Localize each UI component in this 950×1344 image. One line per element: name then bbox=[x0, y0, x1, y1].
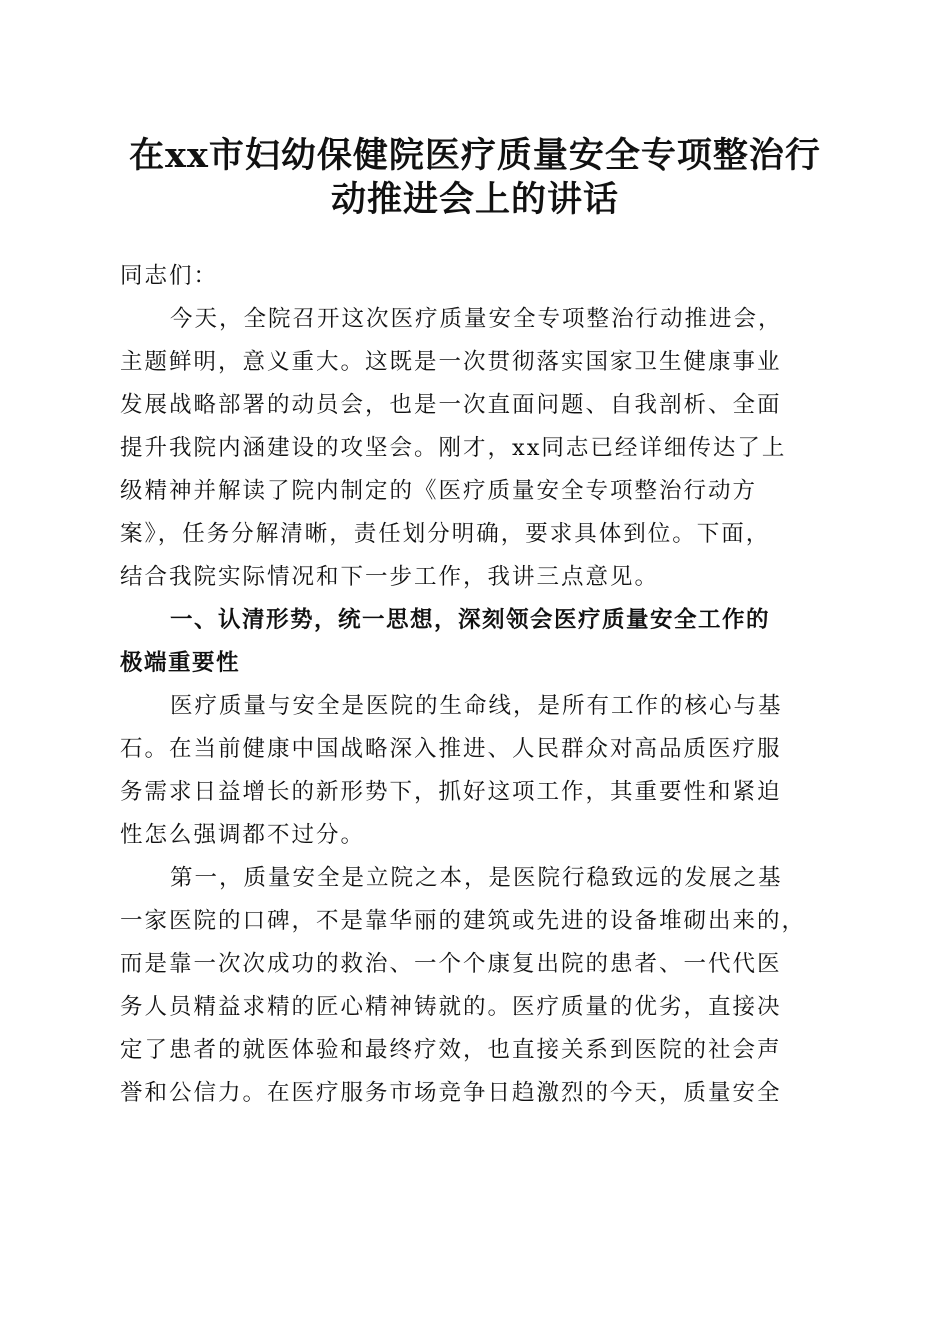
text-line: 定了患者的就医体验和最终疗效，也直接关系到医院的社会声 bbox=[120, 1037, 782, 1063]
document-title bbox=[100, 134, 850, 222]
salutation: 同志们： bbox=[120, 263, 219, 289]
text-line: 结合我院实际情况和下一步工作，我讲三点意见。 bbox=[120, 564, 660, 590]
text-line: 誉和公信力。在医疗服务市场竞争日趋激烈的今天，质量安全 bbox=[120, 1080, 782, 1106]
text-line: 医疗质量与安全是医院的生命线，是所有工作的核心与基 bbox=[170, 693, 783, 719]
paragraph-intro bbox=[120, 298, 835, 599]
text-line: 提升我院内涵建设的攻坚会。刚才，xx同志已经详细传达了上 bbox=[120, 435, 787, 461]
text-line: 第一，质量安全是立院之本，是医院行稳致远的发展之基 bbox=[170, 865, 783, 891]
title-line: 动推进会上的讲话 bbox=[330, 179, 619, 220]
text-line: 务人员精益求精的匠心精神铸就的。医疗质量的优劣，直接决 bbox=[120, 994, 782, 1020]
text-line: 石。在当前健康中国战略深入推进、人民群众对高品质医疗服 bbox=[120, 736, 782, 762]
section-heading-1 bbox=[120, 599, 835, 685]
text-line: 级精神并解读了院内制定的《医疗质量安全专项整治行动方 bbox=[120, 478, 758, 504]
text-line: 主题鲜明，意义重大。这既是一次贯彻落实国家卫生健康事业 bbox=[120, 349, 782, 375]
text-line: 而是靠一次次成功的救治、一个个康复出院的患者、一代代医 bbox=[120, 951, 782, 977]
text-line: 性怎么强调都不过分。 bbox=[120, 822, 366, 848]
document-body bbox=[120, 255, 835, 1115]
paragraph-importance bbox=[120, 685, 835, 857]
heading-line: 一、认清形势，统一思想，深刻领会医疗质量安全工作的 bbox=[170, 607, 771, 633]
text-line: 今天，全院召开这次医疗质量安全专项整治行动推进会， bbox=[170, 306, 783, 332]
text-line: 案》，任务分解清晰，责任划分明确，要求具体到位。下面， bbox=[120, 521, 771, 547]
heading-line: 极端重要性 bbox=[120, 650, 241, 676]
title-line: 在xx市妇幼保健院医疗质量安全专项整治行 bbox=[129, 135, 821, 176]
text-line: 发展战略部署的动员会，也是一次直面问题、自我剖析、全面 bbox=[120, 392, 782, 418]
paragraph-first-point bbox=[120, 857, 835, 1115]
text-line: 一家医院的口碑，不是靠华丽的建筑或先进的设备堆砌出来的， bbox=[120, 908, 807, 934]
text-line: 务需求日益增长的新形势下，抓好这项工作，其重要性和紧迫 bbox=[120, 779, 782, 805]
